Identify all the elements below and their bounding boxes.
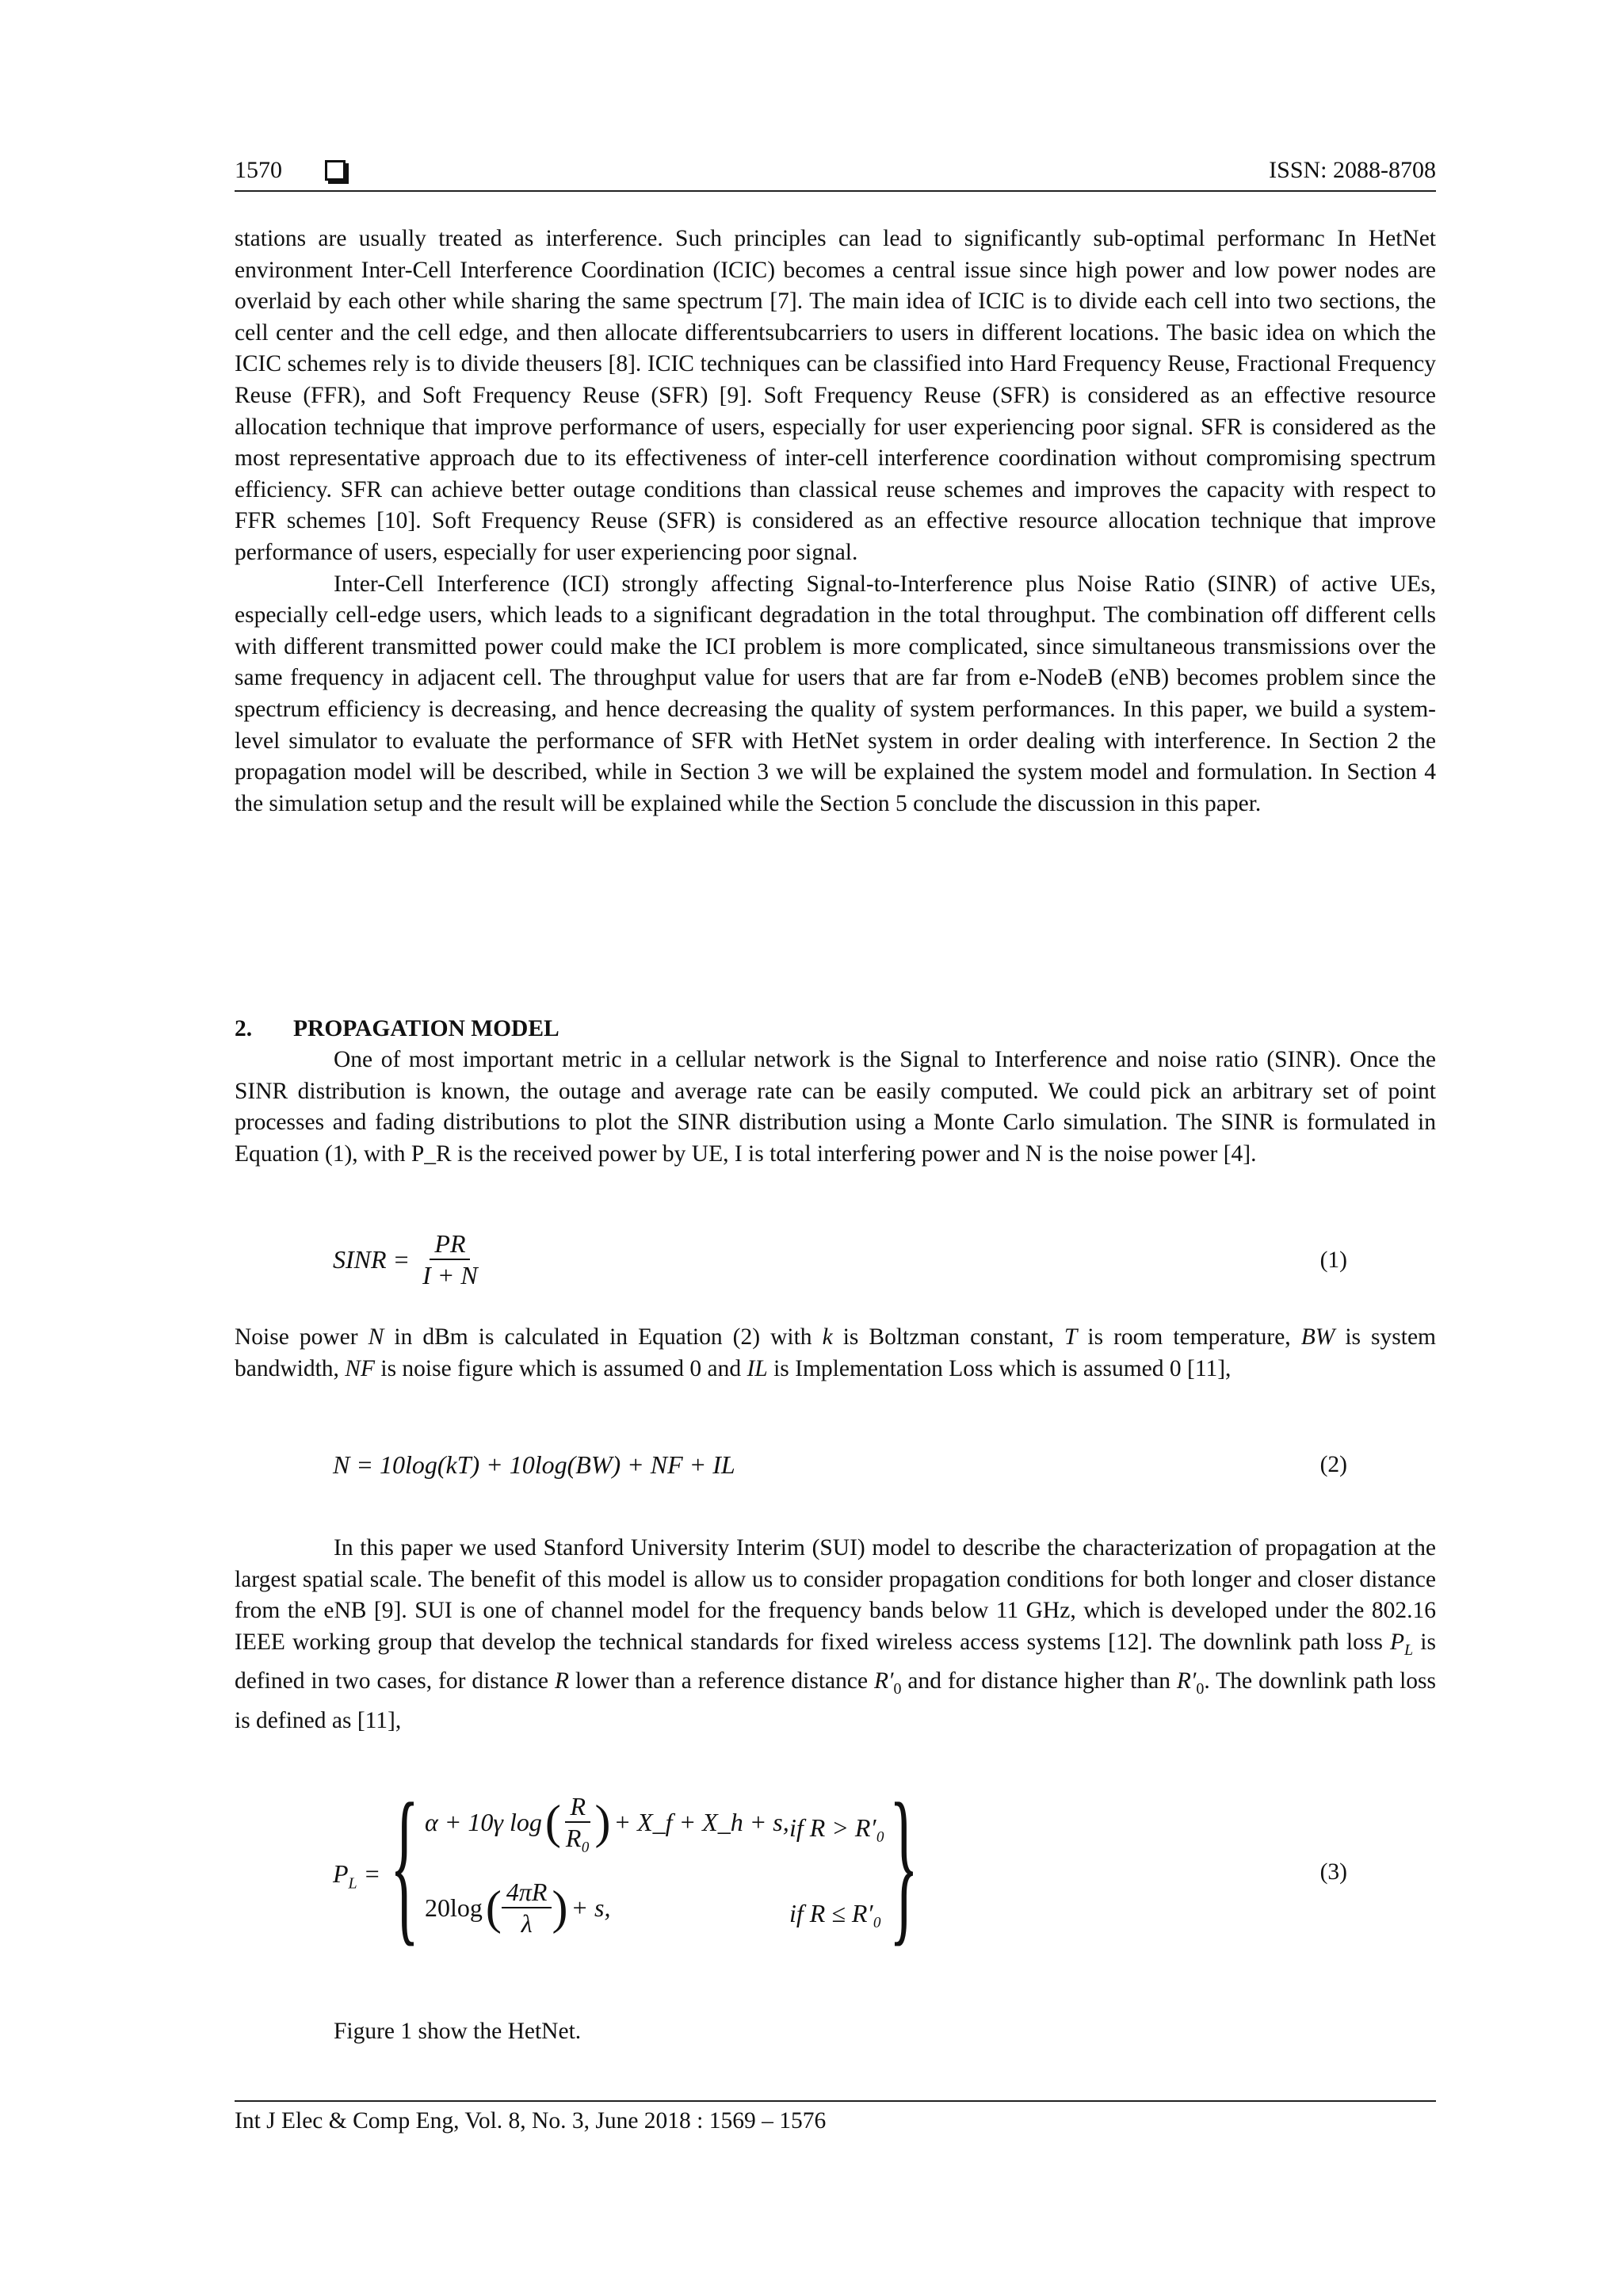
journal-citation: Int J Elec & Comp Eng, Vol. 8, No. 3, June 2018 : 1569 – 1576 [235, 2108, 827, 2134]
paragraph-5 [235, 1533, 1436, 1736]
eq1-lhs: SINR = [333, 1244, 411, 1274]
p4-var-k: k [822, 1324, 833, 1350]
p5-var-r0-a: R′ [874, 1668, 894, 1694]
propagation-paragraph [235, 1045, 1436, 1170]
eq1-fraction [418, 1228, 483, 1290]
eq3-case1-den: R₀ [565, 1824, 590, 1852]
p4-var-nf: NF [345, 1355, 375, 1381]
p5-text-c: lower than a reference distance [568, 1668, 874, 1694]
eq1-label: (1) [1319, 1247, 1347, 1273]
eq2-expression: N = 10log(kT) + 10log(BW) + NF + IL [333, 1450, 735, 1479]
eq3-case2-condition: if R ≤ R′₀ [789, 1899, 882, 1927]
p5-var-pl: P [1389, 1629, 1405, 1655]
eq1-denominator: I + N [422, 1261, 478, 1289]
paragraph-4 [235, 1322, 1436, 1385]
p5-var-r: R [554, 1668, 569, 1694]
eq3-case2-head: 20log [425, 1893, 483, 1922]
paragraph-1: stations are usually treated as interference. Such principles can lead to significantly sub-optimal performanc In HetNet environment Inter-Cell Interference Coordination (ICIC) becomes a central issue since high power and low power nodes are overlaid by each other while sharing the same spectrum [7]. The main idea of ICIC is to divide each cell into two sections, the cell center and the cell edge, and then allocate differentsubcarriers to users in different locations. The basic idea on which the ICIC schemes rely is to divide theusers [8]. ICIC techniques can be classified into Hard Frequency Reuse, Fractional Frequency Reuse (FFR), and Soft Frequency Reuse (SFR) [9]. Soft Frequency Reuse (SFR) is considered as an effective resource allocation technique that improve performance of users, especially for user experiencing poor signal. SFR is considered as the most representative approach due to its effectiveness of inter-cell interference coordination without compromising spectrum efficiency. SFR can achieve better outage conditions than classical reuse schemes and improves the capacity with respect to FFR schemes [10]. Soft Frequency Reuse (SFR) is considered as an effective resource allocation technique that improve performance of users, especially for user experiencing poor signal. [235, 226, 1436, 565]
p4-text-e: is system bandwidth, [235, 1324, 1437, 1381]
section-title: PROPAGATION MODEL [293, 1016, 559, 1041]
page-number: 1570 [235, 157, 282, 183]
p4-text-b: in dBm is calculated in Equation (2) with [384, 1324, 823, 1350]
eq3-case1-head: α + 10γ log [425, 1807, 542, 1836]
eq3-lhs: $P_L$ = [333, 1859, 381, 1893]
section-heading [235, 1013, 559, 1045]
eq3-case2-num: 4πR [502, 1877, 552, 1908]
p4-var-il: IL [747, 1355, 768, 1381]
intro-text [235, 223, 1436, 819]
equation-1 [235, 1221, 1436, 1300]
eq3-lhs-sub: L [348, 1874, 357, 1893]
paragraph-3: One of most important metric in a cellular network is the Signal to Interference and noise ratio (SINR). Once the SINR distribution is known, the outage and average rate can be easily computed. We could pick an arbitrary set of point processes and fading distributions to plot the SINR distribution using a Monte Carlo simulation. The SINR is formulated in Equation (1), with P_R is the received power by UE, I is total interfering power and N is the noise power [4]. [235, 1047, 1436, 1167]
page-footer [235, 2100, 1436, 2134]
eq3-case-2: 20log ( $\frac{4\pi R}{\lambda}$ ) + s, [425, 1878, 611, 1938]
eq3-lhs-p: P [333, 1859, 349, 1888]
noise-paragraph [235, 1322, 1436, 1385]
square-bullet-icon [325, 160, 346, 181]
p4-var-bw: BW [1300, 1324, 1335, 1350]
eq3-case2-den: λ [521, 1909, 533, 1938]
p5-text-e: . The downlink path loss is defined as [11], [235, 1668, 1436, 1733]
eq2-label: (2) [1319, 1452, 1347, 1477]
eq3-label: (3) [1319, 1859, 1347, 1885]
paper-page [235, 0, 1436, 2296]
eq3-case2-rest: + s, [571, 1893, 611, 1922]
eq3-case1-rest: + X_f + X_h + s, [613, 1807, 789, 1836]
paragraph-2: Inter-Cell Interference (ICI) strongly affecting Signal-to-Interference plus Noise Ratio (SINR) of active UEs, especially cell-edge users, which leads to a significant degradation in the total throughput. The combination off different cells with different transmitted power could make the ICI problem is more complicated, since simultaneous transmissions over the same frequency in adjacent cell. The throughput value for users that are far from e-NodeB (eNB) becomes problem since the spectrum efficiency is decreasing, and hence decreasing the quality of system performances. In this paper, we build a system-level simulator to evaluate the performance of SFR with HetNet system in order dealing with interference. In Section 2 the propagation model will be described, while in Section 3 we will be explained the system model and formulation. In Section 4 the simulation setup and the result will be explained while the Section 5 conclude the discussion in this paper. [235, 571, 1436, 816]
paragraph-6: Figure 1 show the HetNet. [334, 2019, 582, 2044]
page-header [235, 155, 1436, 192]
eq3-right-brace: } [889, 1767, 918, 1961]
p5-var-r0-sub-b: 0 [1196, 1680, 1205, 1698]
eq3-case1-condition: if R > R′₀ [789, 1813, 885, 1842]
p4-text-c: is Boltzman constant, [832, 1324, 1064, 1350]
eq3-left-brace: { [390, 1767, 419, 1961]
p5-text-a: In this paper we used Stanford University Interim (SUI) model to describe the characterization of propagation at the largest spatial scale. The benefit of this model is allow us to consider propagation conditions for both longer and closer distance from the eNB [9]. SUI is one of channel model for the frequency bands below 11 GHz, which is developed under the 802.16 IEEE working group that develop the technical standards for fixed wireless access systems [12]. The downlink path loss [235, 1535, 1436, 1655]
section-number: 2. [235, 1016, 253, 1041]
eq1-numerator: PR [430, 1228, 470, 1260]
equation-3 [235, 1767, 1436, 1966]
eq3-case1-fraction [561, 1791, 595, 1853]
p4-var-t: T [1064, 1324, 1078, 1350]
p5-var-r0-b: R′ [1176, 1668, 1197, 1694]
p5-var-r0-sub-a: 0 [893, 1680, 902, 1698]
eq3-case1-num: R [565, 1791, 590, 1823]
p5-text-b: is defined in two cases, for distance [235, 1629, 1436, 1694]
issn-label: ISSN: 2088-8708 [1269, 157, 1436, 183]
eq3-case2-fraction [502, 1877, 552, 1939]
eq3-case-1: α + 10γ log ( $\frac{R}{\text{R₀}}$ ) + X_f + X_h + s, [425, 1792, 789, 1852]
p4-text-g: is Implementation Loss which is assumed 0 [11], [767, 1355, 1232, 1381]
p4-text-a: Noise power [235, 1324, 369, 1350]
equation-2 [235, 1447, 1436, 1487]
p5-text-d: and for distance higher than [901, 1668, 1177, 1694]
figure-reference [235, 2016, 1436, 2048]
p4-text-d: is room temperature, [1077, 1324, 1301, 1350]
p4-var-n: N [368, 1324, 384, 1350]
p4-text-f: is noise figure which is assumed 0 and [375, 1355, 747, 1381]
sui-paragraph [235, 1533, 1436, 1736]
p5-var-pl-sub: L [1404, 1641, 1414, 1659]
